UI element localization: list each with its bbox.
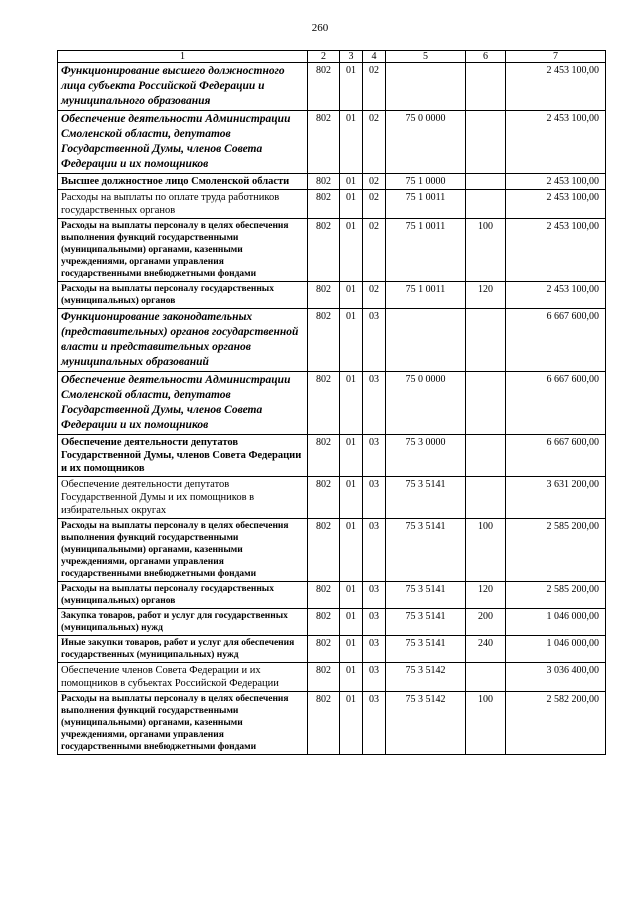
column-header: 4 <box>363 51 386 63</box>
amount-cell: 1 046 000,00 <box>506 636 606 663</box>
target-article-cell: 75 0 0000 <box>386 111 466 174</box>
section-code-cell: 802 <box>308 609 340 636</box>
table-row <box>58 190 606 219</box>
subsection-a-cell: 01 <box>340 372 363 435</box>
table-row <box>58 519 606 582</box>
expense-type-cell: 100 <box>466 692 506 755</box>
subsection-b-cell: 03 <box>363 692 386 755</box>
row-name-cell: Обеспечение деятельности депутатов Государственной Думы, членов Совета Федерации и их помощников <box>58 435 308 477</box>
header-row <box>58 51 606 63</box>
section-code-cell: 802 <box>308 582 340 609</box>
amount-cell: 3 036 400,00 <box>506 663 606 692</box>
table-row <box>58 636 606 663</box>
column-header: 6 <box>466 51 506 63</box>
subsection-a-cell: 01 <box>340 519 363 582</box>
expense-type-cell: 120 <box>466 582 506 609</box>
row-name-cell: Расходы на выплаты персоналу в целях обеспечения выполнения функций государственными (муниципальными) органами, казенными учреждениями, органами управления государственными внебюджетными фондами <box>58 692 308 755</box>
row-name-cell: Функционирование высшего должностного лица субъекта Российской Федерации и муниципального образования <box>58 63 308 111</box>
column-header: 2 <box>308 51 340 63</box>
amount-cell: 2 453 100,00 <box>506 174 606 190</box>
section-code-cell: 802 <box>308 174 340 190</box>
row-name-cell: Расходы на выплаты персоналу государственных (муниципальных) органов <box>58 282 308 309</box>
section-code-cell: 802 <box>308 477 340 519</box>
expense-type-cell: 200 <box>466 609 506 636</box>
row-name-cell: Расходы на выплаты персоналу в целях обеспечения выполнения функций государственными (муниципальными) органами, казенными учреждениями, органами управления государственными внебюджетными фондами <box>58 519 308 582</box>
amount-cell: 6 667 600,00 <box>506 372 606 435</box>
target-article-cell: 75 3 5141 <box>386 477 466 519</box>
row-name-cell: Расходы на выплаты персоналу в целях обеспечения выполнения функций государственными (муниципальными) органами, казенными учреждениями, органами управления государственными внебюджетными фондами <box>58 219 308 282</box>
amount-cell: 2 585 200,00 <box>506 519 606 582</box>
table-row <box>58 282 606 309</box>
row-name-cell: Обеспечение деятельности депутатов Государственной Думы и их помощников в избирательных округах <box>58 477 308 519</box>
page-number: 260 <box>311 22 329 34</box>
subsection-a-cell: 01 <box>340 282 363 309</box>
section-code-cell: 802 <box>308 219 340 282</box>
subsection-a-cell: 01 <box>340 190 363 219</box>
section-code-cell: 802 <box>308 282 340 309</box>
table-row <box>58 692 606 755</box>
section-code-cell: 802 <box>308 309 340 372</box>
subsection-b-cell: 03 <box>363 372 386 435</box>
subsection-a-cell: 01 <box>340 477 363 519</box>
subsection-a-cell: 01 <box>340 219 363 282</box>
target-article-cell: 75 0 0000 <box>386 372 466 435</box>
target-article-cell: 75 1 0011 <box>386 219 466 282</box>
column-header: 5 <box>386 51 466 63</box>
expense-type-cell: 100 <box>466 219 506 282</box>
subsection-a-cell: 01 <box>340 609 363 636</box>
expense-type-cell <box>466 174 506 190</box>
section-code-cell: 802 <box>308 190 340 219</box>
budget-table <box>57 50 606 755</box>
table-row <box>58 435 606 477</box>
subsection-a-cell: 01 <box>340 582 363 609</box>
subsection-b-cell: 03 <box>363 663 386 692</box>
amount-cell: 6 667 600,00 <box>506 435 606 477</box>
target-article-cell: 75 1 0011 <box>386 282 466 309</box>
target-article-cell: 75 3 5141 <box>386 582 466 609</box>
subsection-b-cell: 03 <box>363 477 386 519</box>
subsection-a-cell: 01 <box>340 174 363 190</box>
expense-type-cell <box>466 309 506 372</box>
table-row <box>58 63 606 111</box>
expense-type-cell <box>466 63 506 111</box>
section-code-cell: 802 <box>308 63 340 111</box>
section-code-cell: 802 <box>308 519 340 582</box>
subsection-a-cell: 01 <box>340 111 363 174</box>
section-code-cell: 802 <box>308 435 340 477</box>
row-name-cell: Расходы на выплаты по оплате труда работников государственных органов <box>58 190 308 219</box>
target-article-cell: 75 3 0000 <box>386 435 466 477</box>
amount-cell: 2 453 100,00 <box>506 219 606 282</box>
target-article-cell: 75 3 5142 <box>386 663 466 692</box>
target-article-cell: 75 3 5142 <box>386 692 466 755</box>
section-code-cell: 802 <box>308 372 340 435</box>
subsection-b-cell: 02 <box>363 219 386 282</box>
target-article-cell: 75 1 0000 <box>386 174 466 190</box>
amount-cell: 2 453 100,00 <box>506 282 606 309</box>
expense-type-cell <box>466 111 506 174</box>
row-name-cell: Расходы на выплаты персоналу государственных (муниципальных) органов <box>58 582 308 609</box>
column-header: 3 <box>340 51 363 63</box>
subsection-b-cell: 03 <box>363 435 386 477</box>
subsection-b-cell: 02 <box>363 282 386 309</box>
table-row <box>58 372 606 435</box>
table-row <box>58 219 606 282</box>
row-name-cell: Высшее должностное лицо Смоленской области <box>58 174 308 190</box>
subsection-b-cell: 03 <box>363 636 386 663</box>
table-row <box>58 582 606 609</box>
amount-cell: 2 453 100,00 <box>506 111 606 174</box>
section-code-cell: 802 <box>308 636 340 663</box>
subsection-a-cell: 01 <box>340 692 363 755</box>
row-name-cell: Обеспечение членов Совета Федерации и их помощников в субъектах Российской Федерации <box>58 663 308 692</box>
subsection-a-cell: 01 <box>340 435 363 477</box>
amount-cell: 2 582 200,00 <box>506 692 606 755</box>
subsection-b-cell: 03 <box>363 582 386 609</box>
amount-cell: 1 046 000,00 <box>506 609 606 636</box>
amount-cell: 2 453 100,00 <box>506 63 606 111</box>
row-name-cell: Обеспечение деятельности Администрации Смоленской области, депутатов Государственной Думы, членов Совета Федерации и их помощников <box>58 372 308 435</box>
column-header: 1 <box>58 51 308 63</box>
subsection-a-cell: 01 <box>340 663 363 692</box>
target-article-cell <box>386 63 466 111</box>
table-row <box>58 663 606 692</box>
table-row <box>58 174 606 190</box>
target-article-cell <box>386 309 466 372</box>
expense-type-cell <box>466 663 506 692</box>
target-article-cell: 75 1 0011 <box>386 190 466 219</box>
target-article-cell: 75 3 5141 <box>386 519 466 582</box>
expense-type-cell <box>466 190 506 219</box>
target-article-cell: 75 3 5141 <box>386 636 466 663</box>
row-name-cell: Функционирование законодательных (представительных) органов государственной власти и представительных органов муниципальных образований <box>58 309 308 372</box>
table-row <box>58 609 606 636</box>
expense-type-cell <box>466 372 506 435</box>
subsection-b-cell: 02 <box>363 111 386 174</box>
amount-cell: 3 631 200,00 <box>506 477 606 519</box>
subsection-b-cell: 03 <box>363 309 386 372</box>
row-name-cell: Обеспечение деятельности Администрации Смоленской области, депутатов Государственной Думы, членов Совета Федерации и их помощников <box>58 111 308 174</box>
expense-type-cell: 100 <box>466 519 506 582</box>
column-header: 7 <box>506 51 606 63</box>
subsection-a-cell: 01 <box>340 309 363 372</box>
section-code-cell: 802 <box>308 692 340 755</box>
section-code-cell: 802 <box>308 663 340 692</box>
amount-cell: 2 585 200,00 <box>506 582 606 609</box>
amount-cell: 6 667 600,00 <box>506 309 606 372</box>
target-article-cell: 75 3 5141 <box>386 609 466 636</box>
row-name-cell: Закупка товаров, работ и услуг для государственных (муниципальных) нужд <box>58 609 308 636</box>
expense-type-cell: 240 <box>466 636 506 663</box>
table-row <box>58 111 606 174</box>
section-code-cell: 802 <box>308 111 340 174</box>
expense-type-cell <box>466 435 506 477</box>
amount-cell: 2 453 100,00 <box>506 190 606 219</box>
table-row <box>58 477 606 519</box>
subsection-b-cell: 02 <box>363 190 386 219</box>
row-name-cell: Иные закупки товаров, работ и услуг для обеспечения государственных (муниципальных) нужд <box>58 636 308 663</box>
subsection-b-cell: 02 <box>363 63 386 111</box>
expense-type-cell: 120 <box>466 282 506 309</box>
table-row <box>58 309 606 372</box>
subsection-a-cell: 01 <box>340 63 363 111</box>
expense-type-cell <box>466 477 506 519</box>
subsection-b-cell: 02 <box>363 174 386 190</box>
subsection-b-cell: 03 <box>363 519 386 582</box>
subsection-b-cell: 03 <box>363 609 386 636</box>
subsection-a-cell: 01 <box>340 636 363 663</box>
